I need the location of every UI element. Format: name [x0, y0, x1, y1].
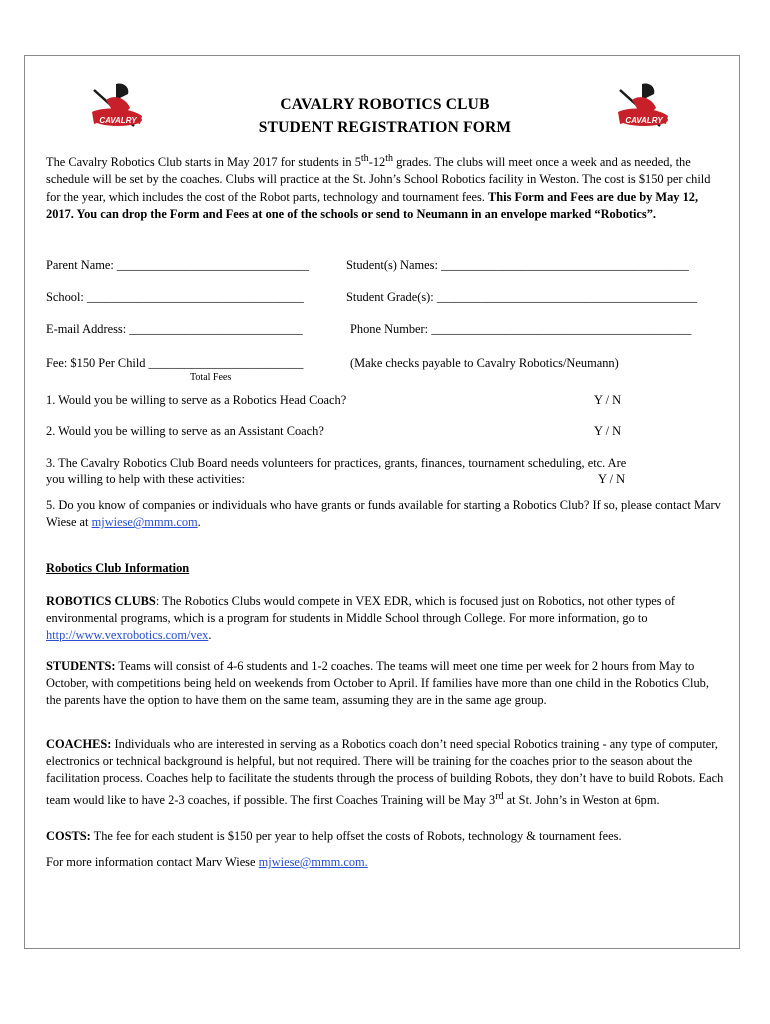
student-grade-field[interactable]: Student Grade(s): __________________________________________: [346, 290, 698, 304]
question-1-yes-no[interactable]: Y / N: [594, 393, 622, 407]
total-fees-label: Total Fees: [190, 372, 232, 383]
section-text: .: [208, 628, 212, 643]
email-field[interactable]: E-mail Address: ____________________________: [46, 322, 303, 336]
intro-text: The Cavalry Robotics Club starts in May 2017 for students in 5: [46, 155, 361, 170]
fee-field[interactable]: Fee: $150 Per Child _________________________: [46, 356, 304, 370]
logo-wordmark: CAVALRY: [625, 116, 663, 125]
superscript: th: [360, 153, 369, 164]
superscript: th: [385, 153, 393, 164]
info-heading: Robotics Club Information: [46, 561, 190, 575]
form-subtitle: STUDENT REGISTRATION FORM: [258, 119, 512, 136]
question-3-line-1: 3. The Cavalry Robotics Club Board needs volunteers for practices, grants, finances, tournament scheduling, etc. Are: [46, 456, 627, 470]
section-label: COACHES:: [46, 737, 112, 751]
costs-paragraph: [46, 828, 726, 845]
section-label: STUDENTS:: [46, 659, 116, 673]
question-5-text: 5. Do you know of companies or individuals who have grants or funds available for starting a Robotics Club? If so, please contact Marv Wiese at: [46, 498, 721, 530]
contact-text: For more information contact Marv Wiese: [46, 855, 259, 869]
question-5: [46, 497, 726, 531]
question-1: 1. Would you be willing to serve as a Robotics Head Coach?: [46, 393, 347, 407]
section-label: COSTS:: [46, 829, 91, 843]
intro-text: -12: [368, 155, 386, 170]
due-date-notice: This Form and Fees are due by May 12, 2017. You can drop the Form and Fees at one of the schools or send to Neumann in an envelope marked “Robotics”.: [46, 189, 699, 221]
email-link[interactable]: mjwiese@mmm.com: [91, 515, 198, 530]
intro-paragraph: [46, 150, 726, 223]
section-text: : The Robotics Clubs would compete in VEX EDR, which is focused just on Robotics, not other types of environmental programs, which is a program for students in Middle School through College. For more information, go to: [46, 594, 676, 626]
vex-link[interactable]: http://www.vexrobotics.com/vex: [46, 628, 209, 643]
school-field[interactable]: School: ___________________________________: [46, 290, 304, 304]
checks-payable-note: (Make checks payable to Cavalry Robotics/Neumann): [350, 356, 619, 370]
contact-email-link[interactable]: mjwiese@mmm.com.: [258, 855, 368, 869]
section-label: ROBOTICS CLUBS: [46, 594, 156, 608]
question-3-line-2: you willing to help with these activities:: [46, 472, 245, 486]
logo-wordmark: CAVALRY: [99, 116, 137, 125]
students-paragraph: [46, 658, 726, 710]
robotics-clubs-paragraph: [46, 593, 726, 645]
phone-field[interactable]: Phone Number: __________________________________________: [350, 322, 692, 336]
section-text: The fee for each student is $150 per year to help offset the costs of Robots, technology & tournament fees.: [90, 829, 622, 843]
intro-text: grades. The clubs will meet once a week and as needed, the schedule will be set by the coaches. Clubs will practice at the St. John’s School Robotics facility in Weston. The cost is $150 per child for the year, which includes the cost of the Robot parts, technology and tournament fees.: [46, 155, 711, 204]
section-text: Individuals who are interested in serving as a Robotics coach don’t need special Robotics training - any type of computer, electronics or technical background is helpful, but not required. There will be training for the coaches prior to the season about the facilitation process. Coaches help to facilitate the students through the process of building Robots, they don’t have to build Robots. Each team would like to have 2-3 coaches, if possible. The first Coaches Training will be May 3: [46, 737, 724, 807]
section-text: at St. John’s in Weston at 6pm.: [503, 792, 660, 807]
contact-paragraph: [46, 854, 726, 871]
question-5-text: .: [197, 515, 201, 530]
form-title: CAVALRY ROBOTICS CLUB: [280, 96, 490, 113]
superscript: rd: [495, 790, 504, 802]
coaches-paragraph: [46, 736, 726, 809]
parent-name-field[interactable]: Parent Name: _______________________________: [46, 258, 309, 272]
question-2-yes-no[interactable]: Y / N: [594, 424, 622, 438]
question-3-yes-no[interactable]: Y / N: [598, 472, 626, 486]
student-names-field[interactable]: Student(s) Names: ________________________________________: [346, 258, 689, 272]
section-text: Teams will consist of 4-6 students and 1-2 coaches. The teams will meet one time per week for 2 hours from May to October, with competitions being held on weekends from October to April. If families have more than one child in the Robotics Club, the parents have the option to have them on the same team, assuming they are in the same age group.: [46, 659, 709, 708]
question-2: 2. Would you be willing to serve as an Assistant Coach?: [46, 424, 324, 438]
